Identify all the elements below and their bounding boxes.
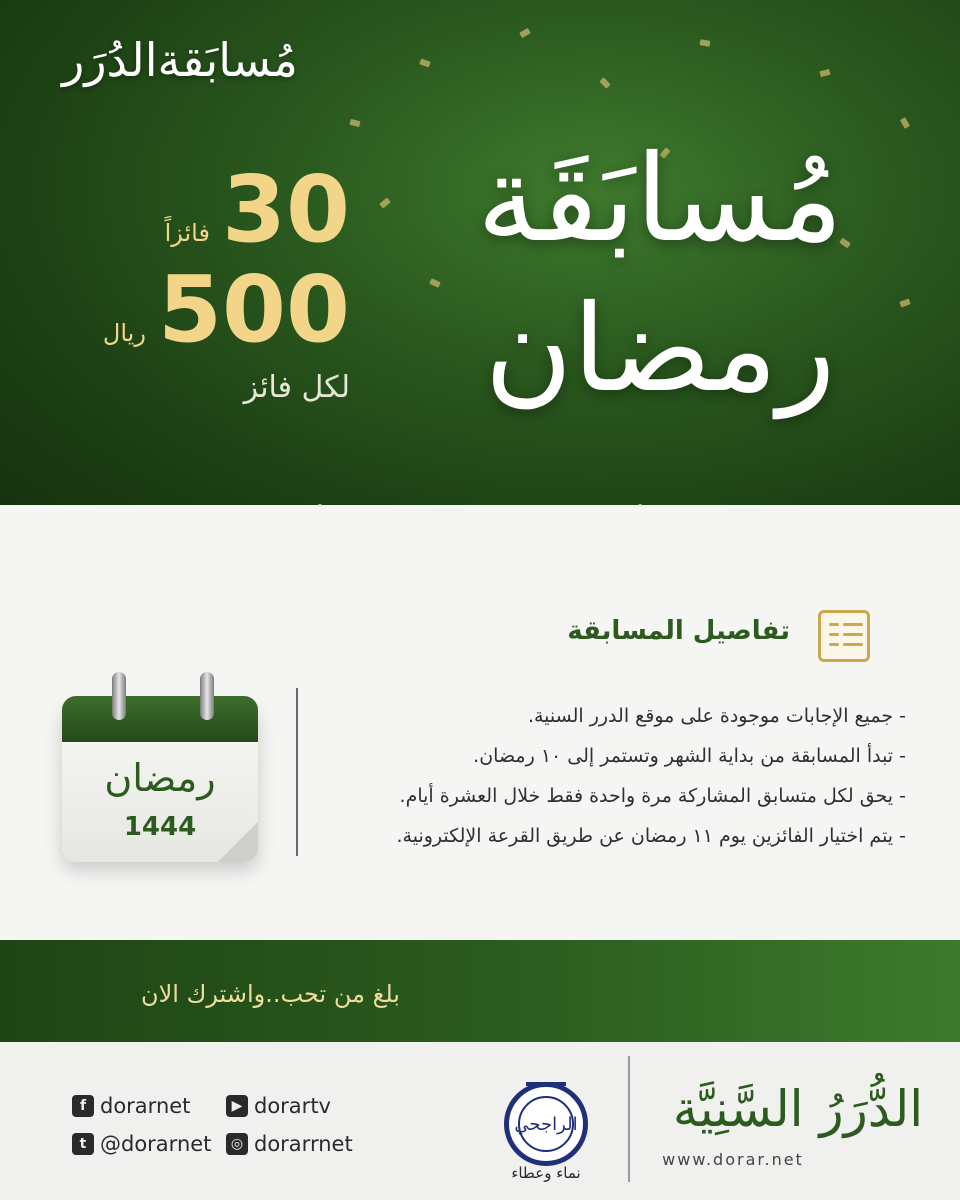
twitter-icon: t (72, 1133, 94, 1155)
competition-brand-script: مُسابَقةالدُرَر (62, 33, 298, 87)
rule-item: - يحق لكل متسابق المشاركة مرة واحدة فقط خلال العشرة أيام. (399, 785, 906, 807)
rules-divider (296, 688, 298, 856)
amount-row (60, 256, 350, 363)
confetti-piece (349, 119, 360, 127)
winners-row (60, 156, 350, 263)
social-facebook[interactable] (72, 1094, 190, 1118)
instagram-handle: dorarrnet (254, 1132, 353, 1156)
calligraphy-line-1: مُسابَقَة (476, 130, 844, 269)
youtube-handle: dorartv (254, 1094, 331, 1118)
confetti-piece (599, 77, 610, 88)
social-twitter[interactable] (72, 1132, 211, 1156)
torn-edge-top (0, 490, 960, 540)
calendar-ring (200, 672, 214, 720)
sponsor-emblem (498, 1056, 594, 1184)
calendar-page-curl (218, 822, 258, 862)
prize-amount: 500 (157, 256, 350, 363)
social-youtube[interactable] (226, 1094, 331, 1118)
calendar-ring (112, 672, 126, 720)
dorar-logo: الدُّرَرُ السَّنِيَّة (672, 1080, 924, 1138)
calendar-icon (62, 672, 258, 862)
confetti-piece (379, 197, 391, 208)
twitter-handle: @dorarnet (100, 1132, 212, 1156)
instagram-icon: ◎ (226, 1133, 248, 1155)
list-icon (818, 610, 870, 662)
winners-count: 30 (221, 156, 350, 263)
cta-text: بلغ من تحب..واشترك الان (140, 980, 400, 1008)
calligraphy-line-2: رمضان (484, 280, 836, 419)
rules-list (310, 696, 906, 856)
rule-item: - يتم اختيار الفائزين يوم ١١ رمضان عن طريق القرعة الإلكترونية. (396, 825, 906, 847)
facebook-handle: dorarnet (100, 1094, 191, 1118)
prize-block (60, 156, 350, 440)
youtube-icon: ▶ (226, 1095, 248, 1117)
confetti-piece (900, 117, 910, 129)
calendar-year: 1444 (123, 812, 197, 842)
confetti-piece (519, 28, 531, 38)
confetti-piece (700, 39, 711, 47)
confetti-piece (819, 69, 830, 77)
footer-divider (628, 1056, 630, 1182)
winners-label: فائزاً (164, 219, 210, 247)
currency-label: ريال (102, 319, 146, 347)
calendar-header (62, 696, 258, 742)
emblem-center: الراجحي (518, 1096, 574, 1152)
confetti-piece (899, 298, 910, 307)
confetti-piece (419, 58, 430, 67)
facebook-icon: f (72, 1095, 94, 1117)
dorar-url[interactable]: www.dorar.net (662, 1150, 804, 1169)
social-instagram[interactable] (226, 1132, 353, 1156)
rule-item: - جميع الإجابات موجودة على موقع الدرر السنية. (527, 705, 906, 727)
ramadan-competition-calligraphy (440, 110, 880, 440)
per-winner-label: لكل فائز (243, 370, 350, 405)
calendar-month: رمضان (104, 756, 216, 800)
rule-item: - تبدأ المسابقة من بداية الشهر وتستمر إلى ١٠ رمضان. (473, 745, 906, 767)
sponsor-caption: نماء وعطاء (511, 1164, 581, 1182)
details-title: تفاصيل المسابقة (567, 616, 790, 646)
